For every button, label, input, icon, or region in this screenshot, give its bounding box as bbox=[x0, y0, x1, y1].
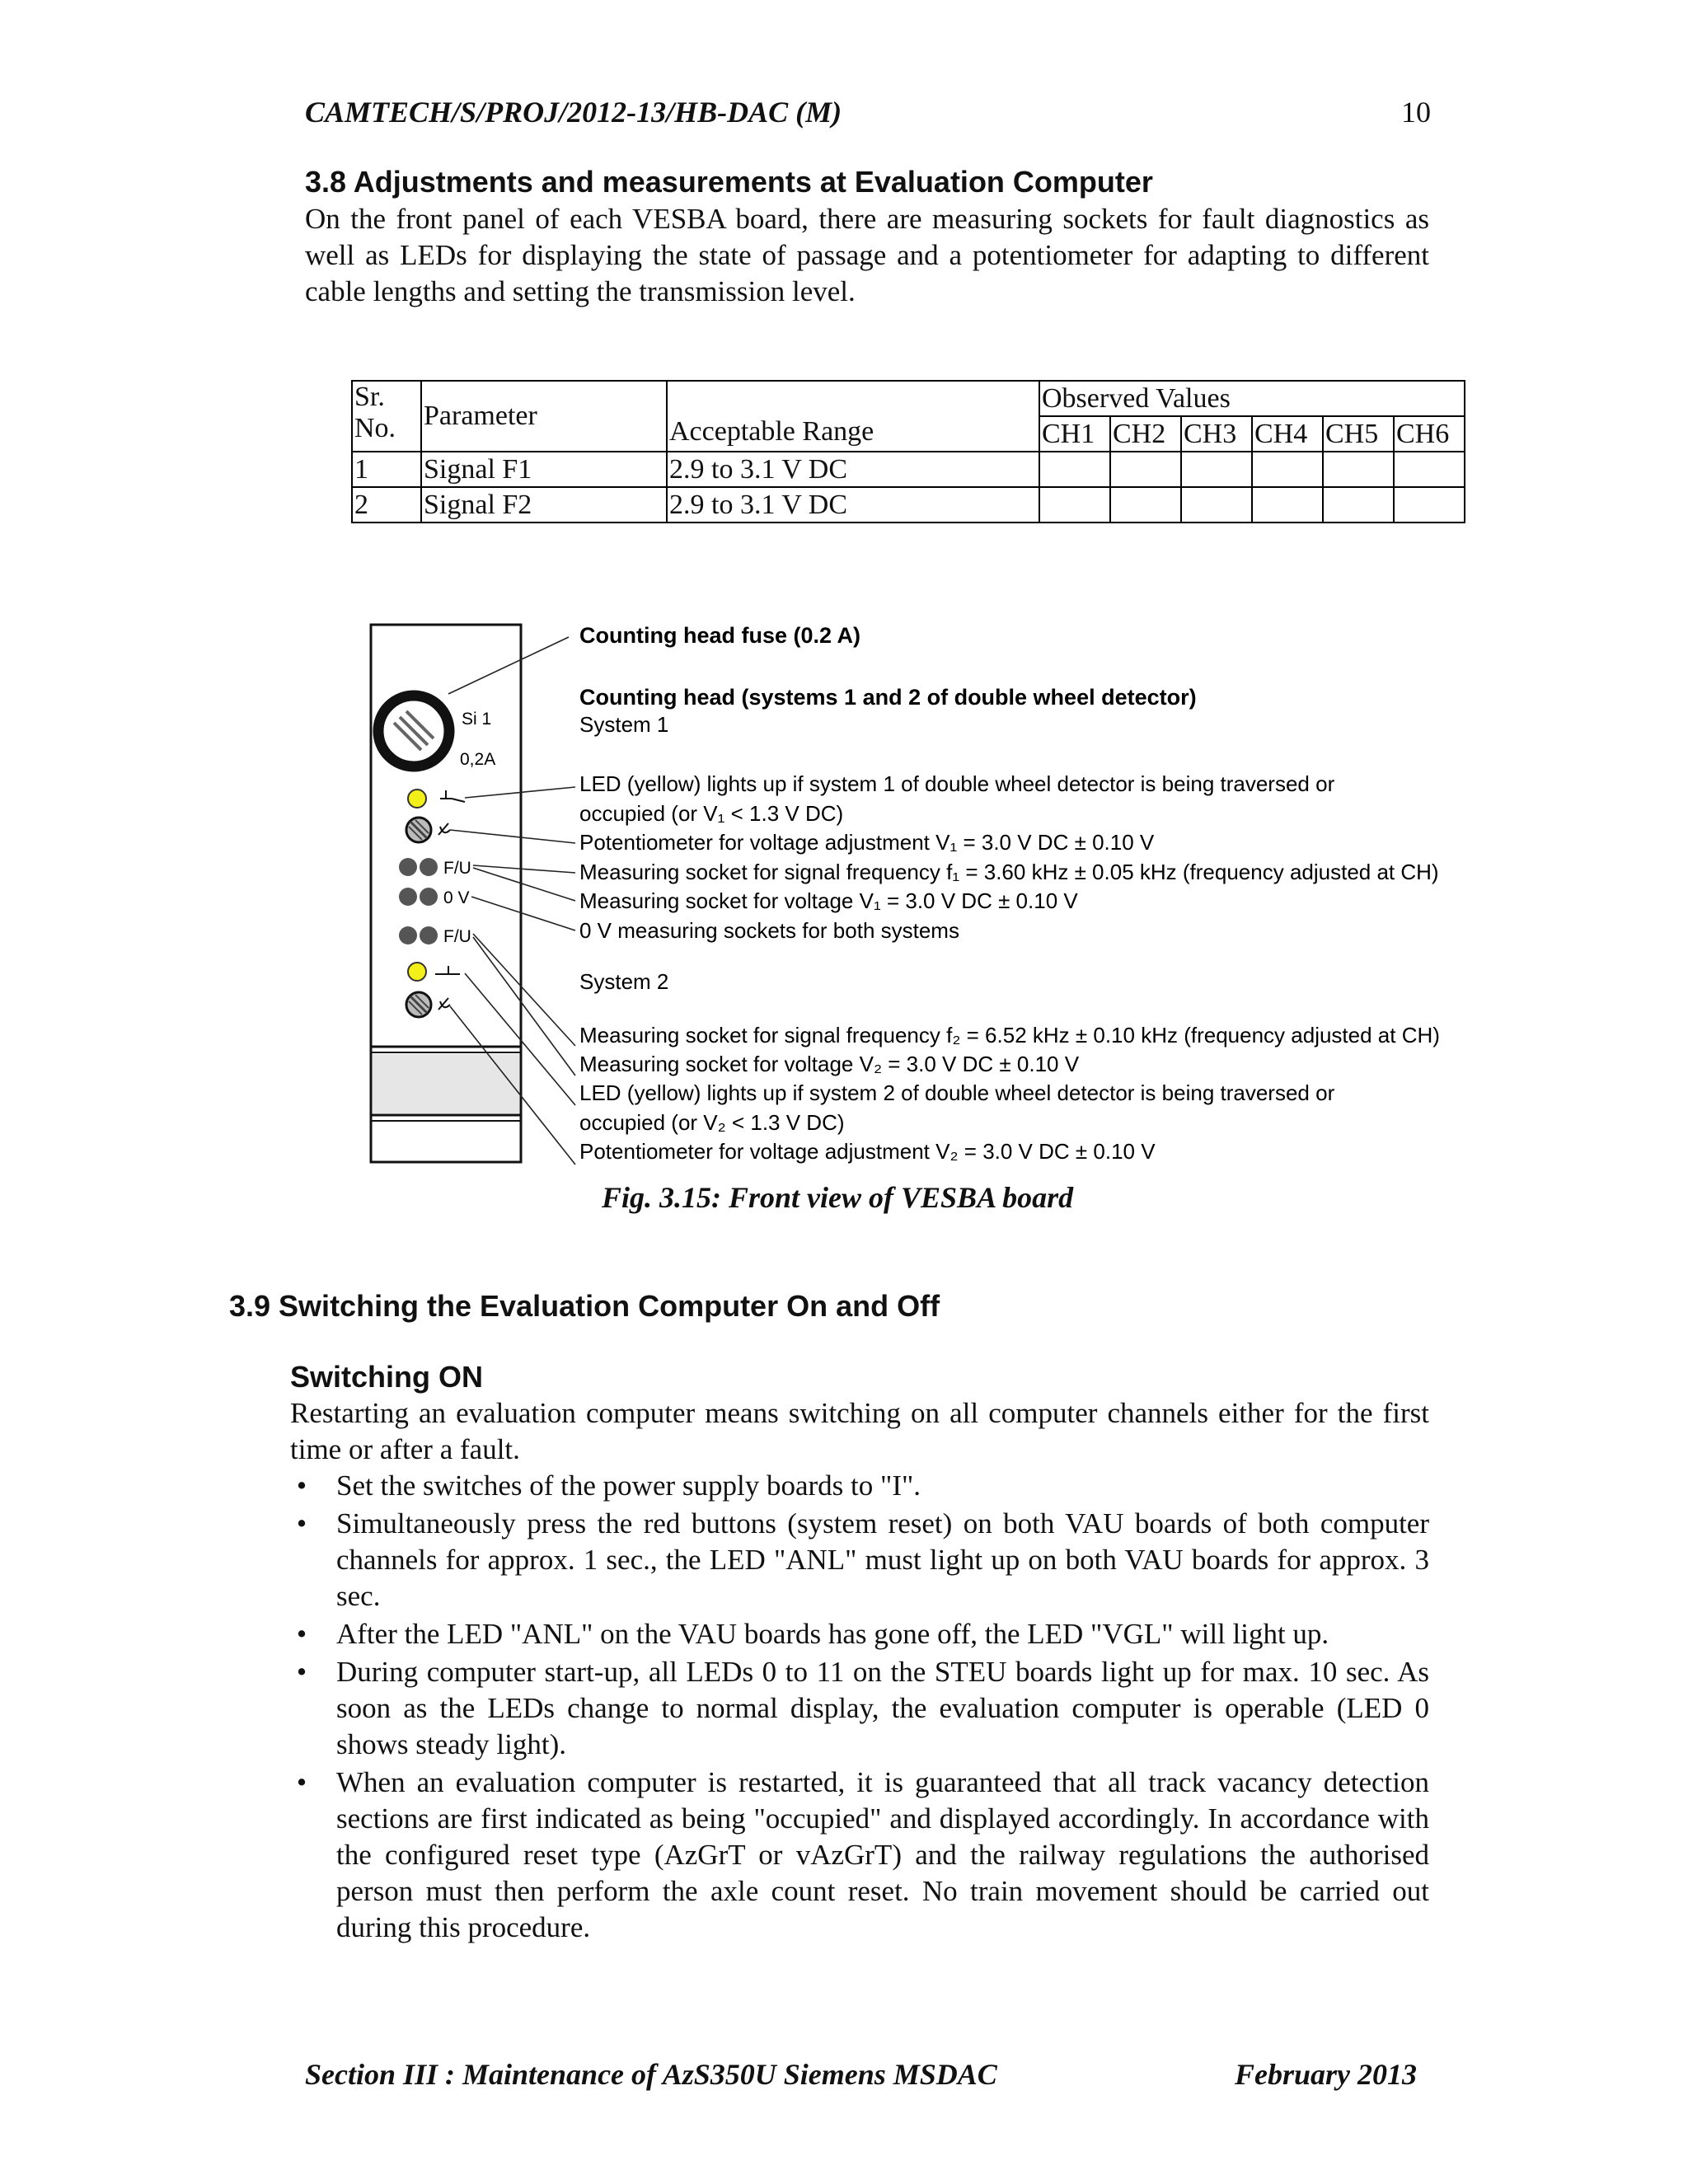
bullet-icon: • bbox=[296, 1469, 307, 1502]
potentiometer-icon bbox=[406, 992, 431, 1017]
potentiometer-icon bbox=[406, 818, 431, 842]
panel-label-si: Si 1 bbox=[462, 710, 492, 729]
table-row bbox=[352, 452, 1465, 487]
pot1-label: Potentiometer for voltage adjustment V₁ = 3.0 V DC ± 0.10 V bbox=[579, 830, 1155, 855]
freq2-label: Measuring socket for signal frequency f₂ = 6.52 kHz ± 0.10 kHz (frequency adjusted at CH) bbox=[579, 1023, 1440, 1047]
section-heading-3-9: 3.9 Switching the Evaluation Computer On and Off bbox=[229, 1289, 940, 1323]
volt2-label: Measuring socket for voltage V₂ = 3.0 V DC ± 0.10 V bbox=[579, 1052, 1080, 1076]
row-ch-cell bbox=[1110, 452, 1181, 487]
list-item: • Set the switches of the power supply boards to "I". bbox=[290, 1468, 1429, 1504]
vesba-board-figure bbox=[363, 614, 1517, 1174]
panel-label-fuse-rating: 0,2A bbox=[460, 750, 496, 769]
header-ch3: CH3 bbox=[1181, 416, 1252, 452]
row-range: 2.9 to 3.1 V DC bbox=[667, 452, 1039, 487]
footer-section-title: Section III : Maintenance of AzS350U Siemens MSDAC bbox=[305, 2058, 997, 2091]
header-ch2: CH2 bbox=[1110, 416, 1181, 452]
observed-values-table bbox=[351, 380, 1465, 523]
bullet-icon: • bbox=[296, 1507, 307, 1540]
led2-line-b: occupied (or V₂ < 1.3 V DC) bbox=[579, 1110, 845, 1135]
led-yellow-icon bbox=[408, 963, 426, 981]
list-item: • When an evaluation computer is restarted, it is guaranteed that all track vacancy detection sections are first indicated as being "occupied" and displayed accordingly. In accordance with the configured reset type (AzGrT or vAzGrT) and the railway regulations the authorised person must then perform the axle count reset. No train movement should be carried out during this procedure. bbox=[290, 1765, 1429, 1946]
subheading-switching-on: Switching ON bbox=[290, 1360, 483, 1394]
led-yellow-icon bbox=[408, 790, 426, 808]
row-parameter: Signal F2 bbox=[421, 487, 667, 523]
row-parameter: Signal F1 bbox=[421, 452, 667, 487]
row-ch-cell bbox=[1181, 452, 1252, 487]
led1-line-b: occupied (or V₁ < 1.3 V DC) bbox=[579, 801, 844, 826]
row-range: 2.9 to 3.1 V DC bbox=[667, 487, 1039, 523]
row-ch-cell bbox=[1323, 487, 1394, 523]
bullet-icon: • bbox=[296, 1656, 307, 1688]
section-3-9-paragraph: Restarting an evaluation computer means switching on all computer channels either for the first time or after a fault. bbox=[290, 1397, 1429, 1465]
system-1-label: System 1 bbox=[579, 712, 669, 737]
pot2-label: Potentiometer for voltage adjustment V₂ = 3.0 V DC ± 0.10 V bbox=[579, 1139, 1156, 1164]
counting-head-label: Counting head (systems 1 and 2 of double wheel detector) bbox=[579, 685, 1197, 710]
row-ch-cell bbox=[1039, 452, 1110, 487]
section-heading-3-8: 3.8 Adjustments and measurements at Evaluation Computer bbox=[305, 165, 1153, 199]
bullet-icon: • bbox=[296, 1618, 307, 1650]
row-ch-cell bbox=[1252, 452, 1323, 487]
document-id: CAMTECH/S/PROJ/2012-13/HB-DAC (M) bbox=[305, 96, 842, 129]
panel-label-fu-2: F/U bbox=[443, 927, 471, 946]
row-sr: 2 bbox=[352, 487, 421, 523]
row-ch-cell bbox=[1039, 487, 1110, 523]
row-ch-cell bbox=[1110, 487, 1181, 523]
fuse-icon bbox=[378, 696, 449, 766]
header-parameter: Parameter bbox=[421, 381, 667, 452]
header-ch6: CH6 bbox=[1394, 416, 1465, 452]
header-observed-values: Observed Values bbox=[1039, 381, 1465, 416]
header-sr-no: Sr. No. bbox=[352, 381, 421, 452]
bullet-icon: • bbox=[296, 1766, 307, 1798]
section-3-8-paragraph: On the front panel of each VESBA board, there are measuring sockets for fault diagnostics as well as LEDs for displaying the state of passage and a potentiometer for adapting to different cable lengths and setting the transmission level. bbox=[305, 203, 1429, 307]
list-item: • During computer start-up, all LEDs 0 to 11 on the STEU boards light up for max. 10 sec. As soon as the LEDs change to normal display, the evaluation computer is operable (LED 0 shows steady light). bbox=[290, 1654, 1429, 1763]
row-ch-cell bbox=[1181, 487, 1252, 523]
fuse-label: Counting head fuse (0.2 A) bbox=[579, 623, 861, 648]
footer-date: February 2013 bbox=[1235, 2058, 1418, 2091]
led1-line-a: LED (yellow) lights up if system 1 of double wheel detector is being traversed or bbox=[579, 771, 1335, 796]
row-ch-cell bbox=[1394, 452, 1465, 487]
row-sr: 1 bbox=[352, 452, 421, 487]
zero-v-label: 0 V measuring sockets for both systems bbox=[579, 918, 959, 943]
row-ch-cell bbox=[1394, 487, 1465, 523]
panel-label-0v: 0 V bbox=[443, 888, 470, 907]
header-ch1: CH1 bbox=[1039, 416, 1110, 452]
row-ch-cell bbox=[1323, 452, 1394, 487]
freq1-label: Measuring socket for signal frequency f₁ = 3.60 kHz ± 0.05 kHz (frequency adjusted at CH) bbox=[579, 860, 1439, 884]
header-ch4: CH4 bbox=[1252, 416, 1323, 452]
page-number: 10 bbox=[1401, 96, 1431, 129]
header-ch5: CH5 bbox=[1323, 416, 1394, 452]
led2-line-a: LED (yellow) lights up if system 2 of double wheel detector is being traversed or bbox=[579, 1080, 1335, 1105]
volt1-label: Measuring socket for voltage V₁ = 3.0 V DC ± 0.10 V bbox=[579, 888, 1078, 913]
figure-caption: Fig. 3.15: Front view of VESBA board bbox=[602, 1181, 1074, 1214]
row-ch-cell bbox=[1252, 487, 1323, 523]
list-item: • Simultaneously press the red buttons (system reset) on both VAU boards of both computer channels for approx. 1 sec., the LED "ANL" must light up on both VAU boards for approx. 3 sec. bbox=[290, 1506, 1429, 1615]
system-2-label: System 2 bbox=[579, 969, 669, 994]
header-acceptable-range: Acceptable Range bbox=[667, 381, 1039, 452]
switching-on-steps bbox=[290, 1468, 1429, 1947]
list-item: • After the LED "ANL" on the VAU boards has gone off, the LED "VGL" will light up. bbox=[290, 1616, 1429, 1652]
table-row bbox=[352, 487, 1465, 523]
panel-label-fu-1: F/U bbox=[443, 859, 471, 878]
